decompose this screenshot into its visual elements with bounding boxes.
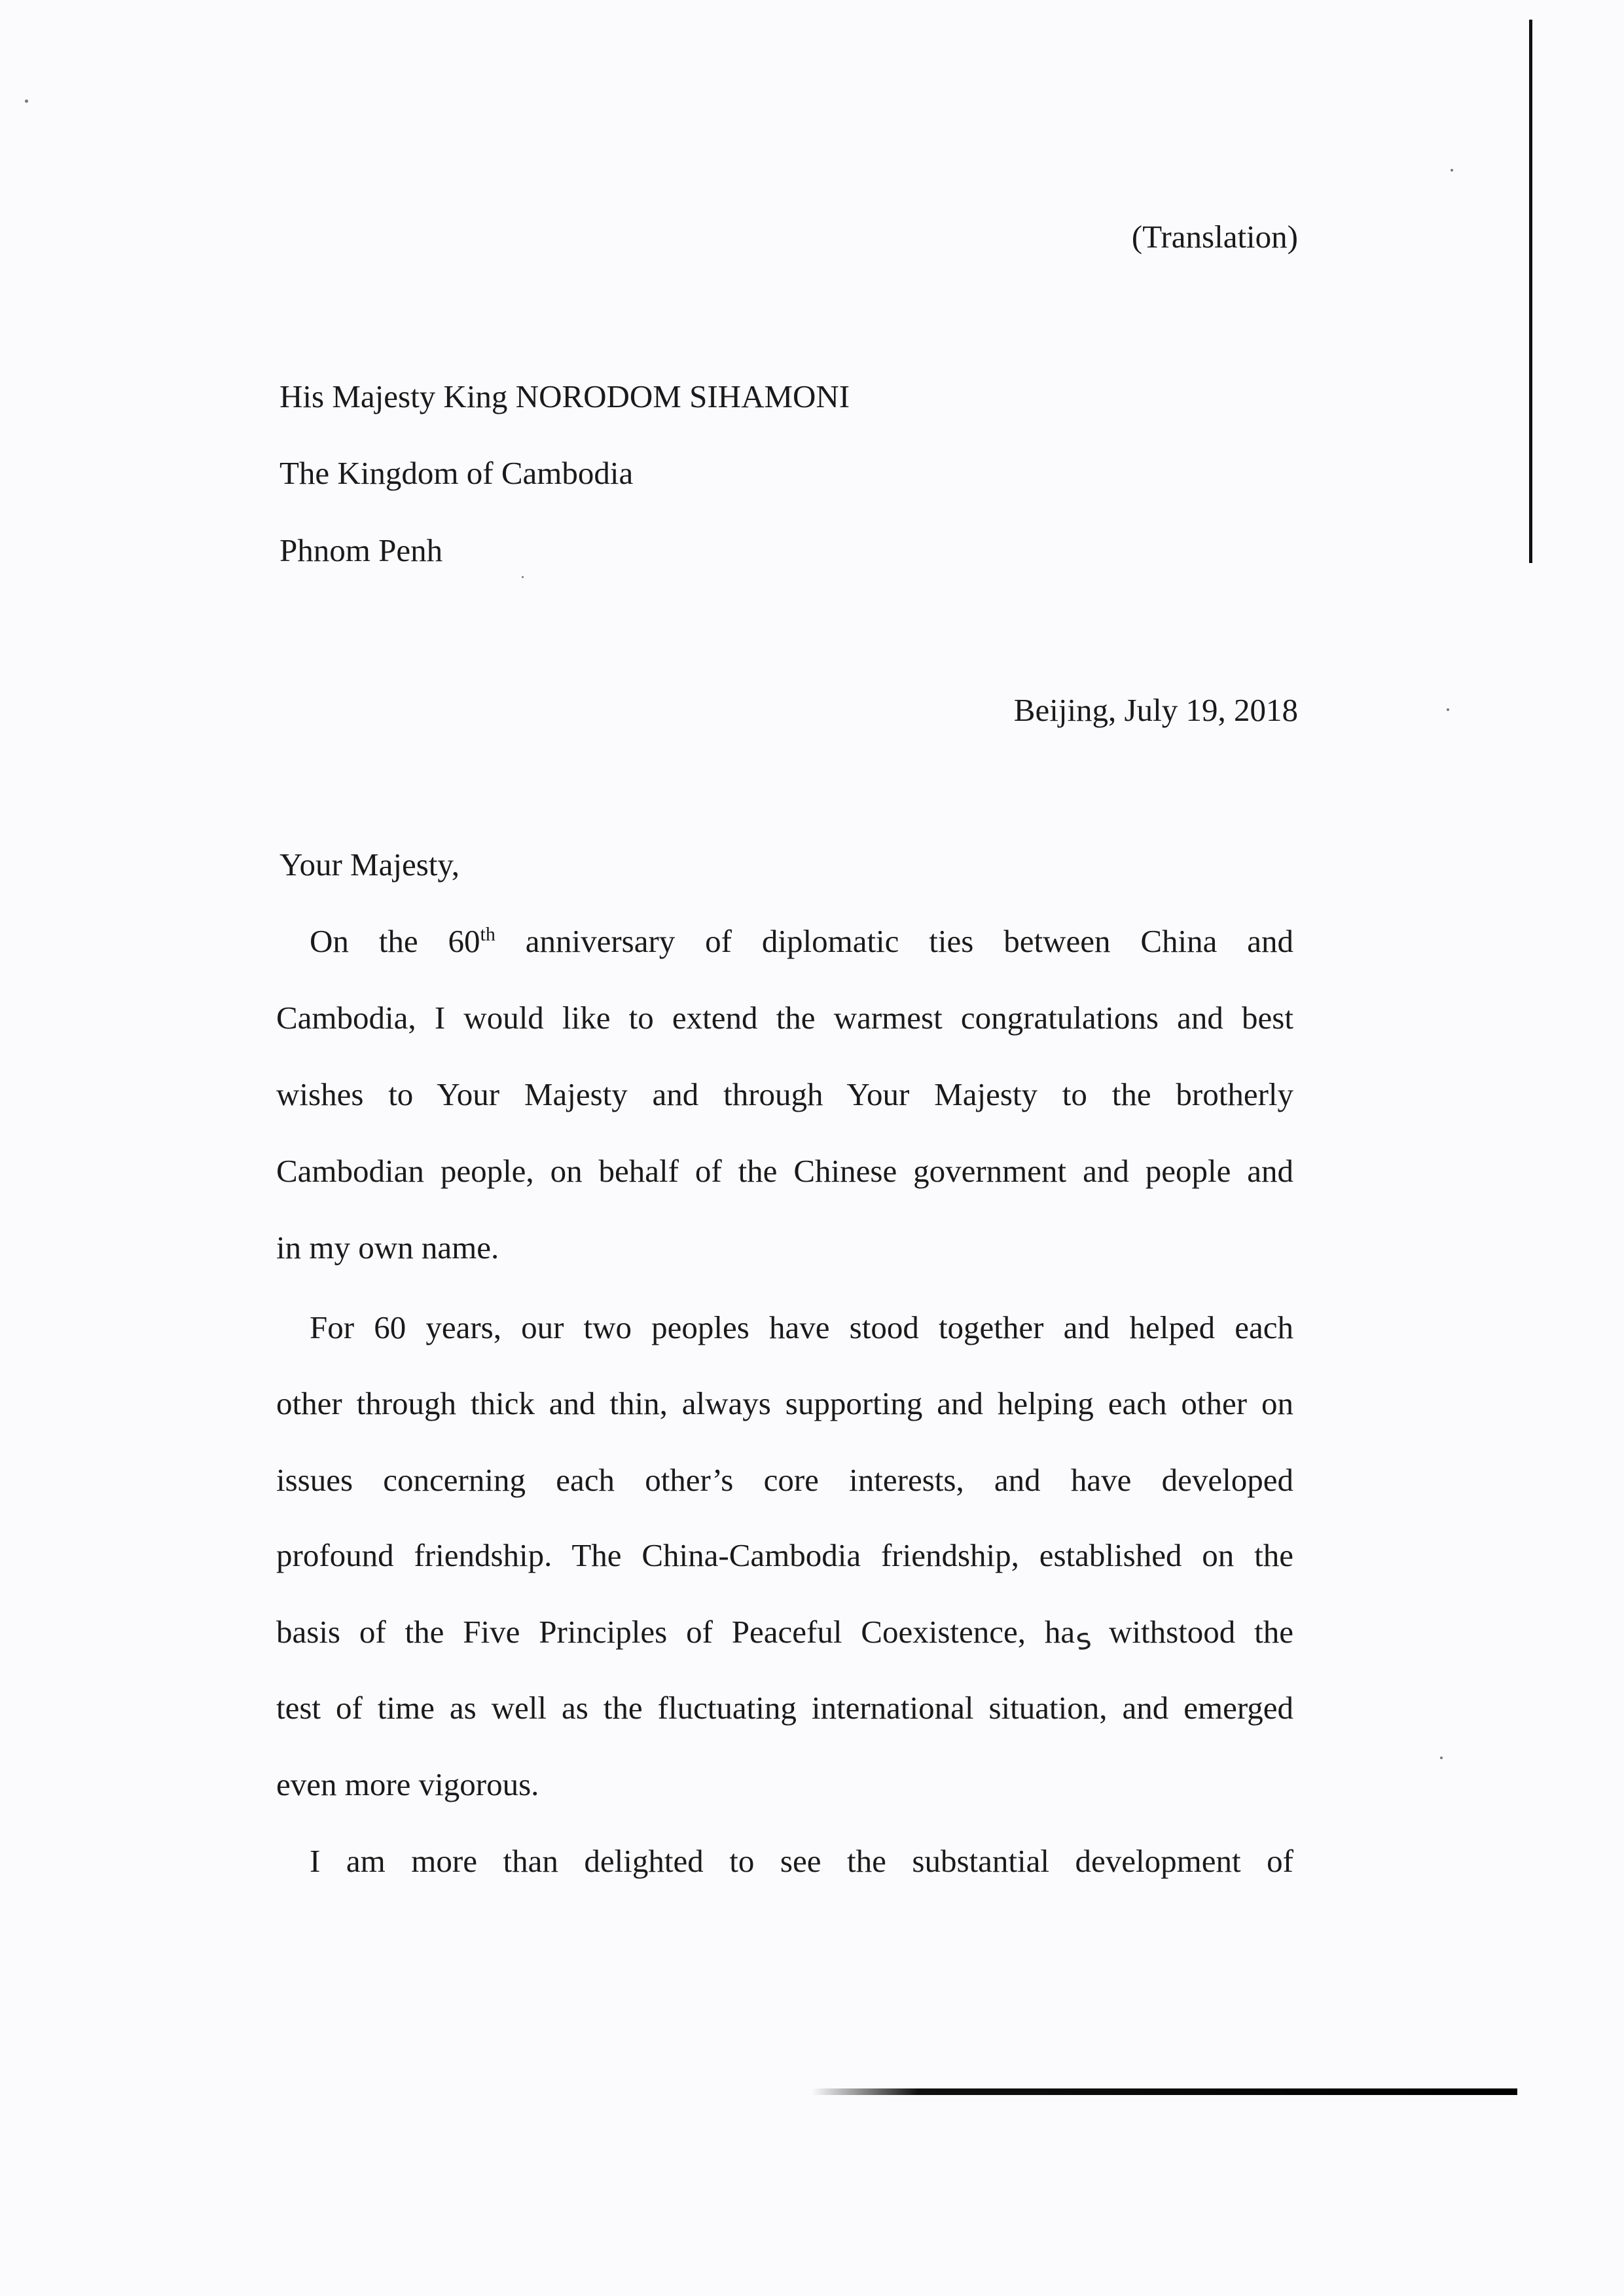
salutation: Your Majesty,: [280, 847, 460, 883]
handwritten-correction: s: [1073, 1622, 1094, 1658]
paragraph-1-line: in my own name.: [276, 1230, 499, 1266]
paragraph-2-line: profound friendship. The China-Cambodia friendship, established on the: [276, 1537, 1293, 1573]
paragraph-1-line: Cambodia, I would like to extend the warmest congratulations and best: [276, 1000, 1293, 1036]
scan-speck: [1447, 708, 1449, 711]
page-edge-line: [1529, 20, 1532, 563]
paragraph-1-line: On the 60th anniversary of diplomatic ties between China and: [310, 923, 1293, 959]
scan-speck: [1451, 169, 1453, 172]
recipient-name: His Majesty King NORODOM SIHAMONI: [280, 378, 850, 414]
translation-marker: (Translation): [1131, 219, 1298, 255]
paragraph-2-line: test of time as well as the fluctuating international situation, and emerged: [276, 1690, 1293, 1726]
paragraph-2-line: basis of the Five Principles of Peaceful Coexistence, has withstood the: [276, 1613, 1293, 1653]
page-bottom-rule: [812, 2088, 1517, 2095]
paragraph-2-line: For 60 years, our two peoples have stood together and helped each: [310, 1309, 1293, 1345]
recipient-country: The Kingdom of Cambodia: [280, 455, 634, 491]
scan-speck: [1440, 1757, 1443, 1759]
paragraph-2-line: issues concerning each other’s core interests, and have developed: [276, 1462, 1293, 1498]
place-date: Beijing, July 19, 2018: [1013, 692, 1298, 728]
scan-speck: [522, 576, 524, 578]
paragraph-1-line: wishes to Your Majesty and through Your Majesty to the brotherly: [276, 1076, 1293, 1112]
paragraph-1-line: Cambodian people, on behalf of the Chinese government and people and: [276, 1153, 1293, 1189]
paragraph-2-line: even more vigorous.: [276, 1766, 539, 1802]
recipient-city: Phnom Penh: [280, 532, 443, 568]
scan-speck: [25, 100, 28, 103]
paragraph-3-line: I am more than delighted to see the substantial development of: [310, 1843, 1293, 1879]
paragraph-2-line: other through thick and thin, always supporting and helping each other on: [276, 1385, 1293, 1421]
